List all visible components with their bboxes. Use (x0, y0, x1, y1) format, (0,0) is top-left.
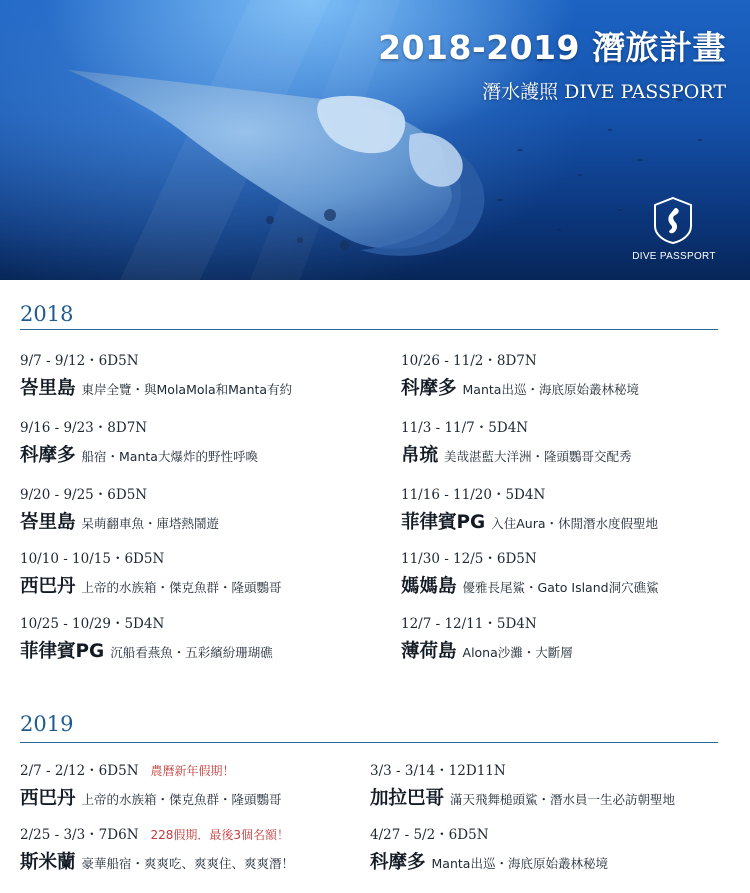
trip-description: Manta出巡・海底原始叢林秘境 (431, 856, 608, 871)
trip-dates: 10/26 - 11/2・8D7N (401, 353, 537, 369)
trip-destination: 菲律賓PG (20, 641, 105, 662)
trip-destination: 斯米蘭 (20, 852, 76, 873)
seahorse-shield-icon (652, 196, 694, 244)
trip-description: 豪華船宿・爽爽吃、爽爽住、爽爽潛！ (81, 856, 295, 871)
trip-item (20, 349, 380, 400)
trip-destination: 菲律賓PG (401, 512, 486, 533)
trip-dates: 3/3 - 3/14・12D11N (370, 763, 506, 779)
trip-dates: 2/7 - 2/12・6D5N (20, 763, 139, 779)
trip-dates: 11/30 - 12/5・6D5N (401, 551, 537, 567)
trip-dates: 12/7 - 12/11・5D4N (401, 616, 537, 632)
trip-dates: 4/27 - 5/2・6D5N (370, 827, 489, 843)
trip-dates: 9/16 - 9/23・8D7N (20, 420, 148, 436)
section-year-2019: 2019 (20, 712, 74, 736)
trip-description: 優雅長尾鯊・Gato Island洞穴礁鯊 (462, 580, 659, 595)
trip-item (401, 483, 750, 534)
trip-destination: 加拉巴哥 (370, 788, 445, 809)
trip-description: 船宿・Manta大爆炸的野性呼喚 (81, 449, 258, 464)
trip-description: 滿天飛舞槌頭鯊・潛水員一生必訪朝聖地 (450, 792, 676, 807)
hero-banner (0, 0, 750, 280)
trip-item (401, 349, 750, 400)
page-subtitle: 潛水護照 DIVE PASSPORT (482, 81, 726, 103)
trip-description: 上帝的水族箱・傑克魚群・隆頭鸚哥 (81, 792, 282, 807)
trip-item (401, 612, 750, 663)
trip-description: 入住Aura・休閒潛水度假聖地 (491, 516, 659, 531)
page-title: 2018-2019 潛旅計畫 (378, 28, 726, 67)
trip-item (401, 547, 750, 598)
trip-promo-note: 農曆新年假期！ (150, 764, 235, 778)
trip-destination: 薄荷島 (401, 641, 457, 662)
trip-dates: 10/25 - 10/29・5D4N (20, 616, 165, 632)
trip-item (20, 759, 380, 810)
trip-item (20, 416, 380, 467)
trip-description: 東岸全覽・與MolaMola和Manta有約 (81, 382, 293, 397)
trip-destination: 西巴丹 (20, 576, 76, 597)
section-divider (20, 329, 718, 330)
trip-item (370, 823, 730, 874)
trip-description: 呆萌翻車魚・庫塔熱鬧遊 (81, 516, 220, 531)
trip-item (20, 547, 380, 598)
trip-destination: 科摩多 (401, 378, 457, 399)
trip-description: 上帝的水族箱・傑克魚群・隆頭鸚哥 (81, 580, 282, 595)
trip-destination: 峇里島 (20, 512, 76, 533)
trip-dates: 2/25 - 3/3・7D6N (20, 827, 139, 843)
trip-dates: 9/7 - 9/12・6D5N (20, 353, 139, 369)
trip-promo-note: 228假期．最後3個名額！ (150, 828, 290, 842)
trip-item (20, 612, 380, 663)
trip-destination: 峇里島 (20, 378, 76, 399)
trip-destination: 科摩多 (370, 852, 426, 873)
trip-destination: 媽媽島 (401, 576, 457, 597)
logo-caption: DIVE PASSPORT (632, 251, 716, 262)
trip-item (401, 416, 750, 467)
trip-description: 沉船看燕魚・五彩繽紛珊瑚礁 (110, 645, 273, 660)
trip-description: 美哉湛藍大洋洲・隆頭鸚哥交配秀 (444, 449, 632, 464)
trip-item (370, 759, 730, 810)
trip-dates: 9/20 - 9/25・6D5N (20, 487, 148, 503)
section-year-2018: 2018 (20, 302, 74, 326)
trip-dates: 11/3 - 11/7・5D4N (401, 420, 529, 436)
trip-item (20, 823, 380, 874)
section-divider (20, 742, 718, 743)
trip-description: Alona沙灘・大斷層 (462, 645, 573, 660)
trip-destination: 西巴丹 (20, 788, 76, 809)
trip-item (20, 483, 380, 534)
trip-destination: 帛琉 (401, 445, 439, 466)
trip-dates: 11/16 - 11/20・5D4N (401, 487, 546, 503)
trip-description: Manta出巡・海底原始叢林秘境 (462, 382, 639, 397)
trip-dates: 10/10 - 10/15・6D5N (20, 551, 165, 567)
trip-destination: 科摩多 (20, 445, 76, 466)
